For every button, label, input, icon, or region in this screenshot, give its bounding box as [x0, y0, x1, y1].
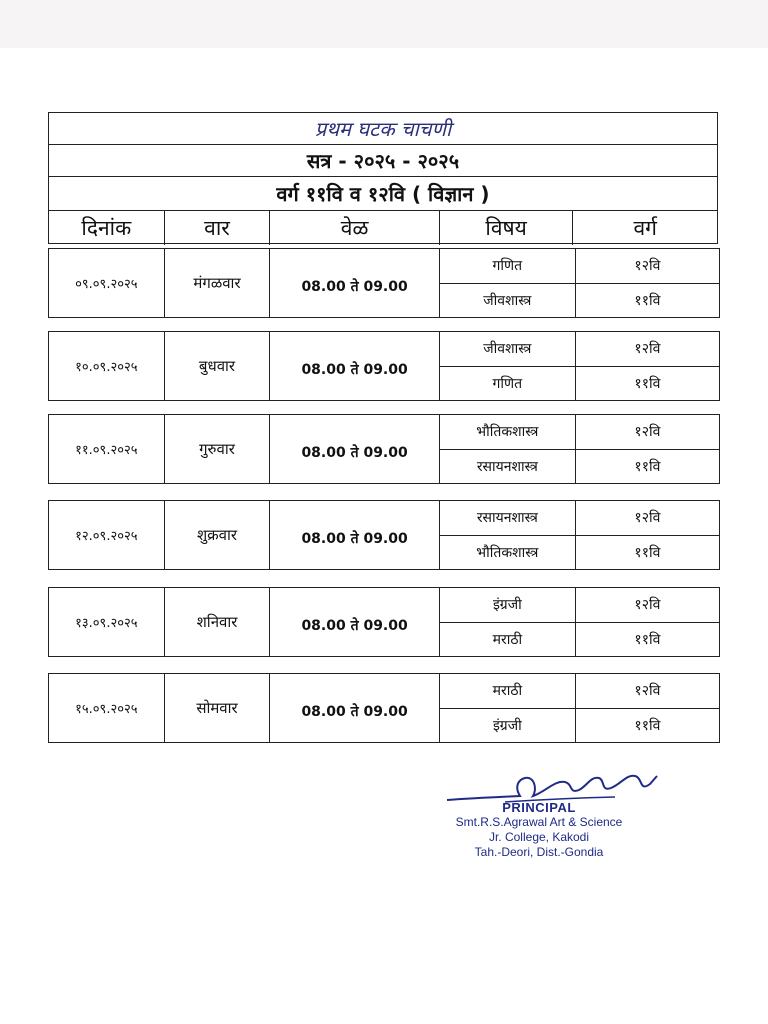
exam-day: गुरुवार — [165, 415, 271, 483]
exam-day: शुक्रवार — [165, 501, 271, 569]
stamp-line: Smt.R.S.Agrawal Art & Science — [455, 815, 623, 829]
schedule-block — [48, 500, 720, 570]
subject-name: रसायनशास्त्र — [440, 450, 576, 484]
subject-name: जीवशास्त्र — [440, 284, 576, 318]
column-headers — [49, 211, 717, 245]
exam-time: 08.00 ते 09.00 — [270, 674, 440, 742]
exam-title-row — [49, 113, 717, 145]
exam-date: ११.०९.२०२५ — [49, 415, 165, 483]
subject-rows — [440, 249, 719, 317]
exam-day: सोमवार — [165, 674, 271, 742]
subject-class: ११वि — [634, 292, 661, 309]
subject-name: मराठी — [440, 674, 576, 708]
subject-row — [440, 450, 719, 484]
stamp-line: Tah.-Deori, Dist.-Gondia — [474, 845, 604, 859]
col-date-header: दिनांक — [49, 211, 165, 245]
schedule-block — [48, 248, 720, 318]
exam-date: १३.०९.२०२५ — [49, 588, 165, 656]
schedule-block — [48, 414, 720, 484]
col-day-header: वार — [165, 211, 271, 245]
subject-name: इंग्रजी — [440, 709, 576, 743]
subject-class: ११वि — [634, 544, 661, 561]
exam-time: 08.00 ते 09.00 — [270, 501, 440, 569]
subject-class: ११वि — [634, 375, 661, 392]
exam-day: बुधवार — [165, 332, 271, 400]
subject-class: ११वि — [634, 458, 661, 475]
session-label: सत्र - २०२५ - २०२५ — [306, 149, 460, 173]
subject-class: १२वि — [634, 424, 661, 441]
exam-time: 08.00 ते 09.00 — [270, 588, 440, 656]
subject-name: मराठी — [440, 623, 576, 657]
subject-name: गणित — [440, 367, 576, 401]
subject-rows — [440, 415, 719, 483]
subject-row — [440, 588, 719, 623]
subject-class: ११वि — [634, 717, 661, 734]
subject-row — [440, 367, 719, 401]
subject-row — [440, 536, 719, 570]
schedule-block — [48, 673, 720, 743]
principal-signature — [445, 770, 660, 804]
subject-class: १२वि — [634, 683, 661, 700]
subject-name: भौतिकशास्त्र — [440, 536, 576, 570]
exam-date: १५.०९.२०२५ — [49, 674, 165, 742]
subject-name: इंग्रजी — [440, 588, 576, 622]
classes-row — [49, 177, 717, 211]
subject-class: ११वि — [634, 631, 661, 648]
subject-row — [440, 249, 719, 284]
timetable-header — [48, 112, 718, 244]
subject-rows — [440, 588, 719, 656]
exam-title: प्रथम घटक चाचणी — [314, 117, 452, 141]
exam-date: ०९.०९.२०२५ — [49, 249, 165, 317]
exam-time: 08.00 ते 09.00 — [270, 249, 440, 317]
subject-name: रसायनशास्त्र — [440, 501, 576, 535]
subject-class: १२वि — [634, 510, 661, 527]
col-subject-header: विषय — [440, 211, 574, 245]
col-class-header: वर्ग — [633, 216, 657, 240]
subject-row — [440, 709, 719, 743]
subject-row — [440, 332, 719, 367]
exam-day: शनिवार — [165, 588, 271, 656]
subject-row — [440, 415, 719, 450]
subject-row — [440, 501, 719, 536]
col-time-header: वेळ — [270, 211, 440, 245]
subject-rows — [440, 501, 719, 569]
subject-row — [440, 284, 719, 318]
subject-class: १२वि — [634, 597, 661, 614]
subject-class: १२वि — [634, 258, 661, 275]
stamp-title: PRINCIPAL — [502, 800, 576, 815]
stamp-line: Jr. College, Kakodi — [488, 830, 590, 844]
exam-date: १०.०९.२०२५ — [49, 332, 165, 400]
subject-name: गणित — [440, 249, 576, 283]
subject-name: जीवशास्त्र — [440, 332, 576, 366]
schedule-block — [48, 587, 720, 657]
subject-name: भौतिकशास्त्र — [440, 415, 576, 449]
subject-rows — [440, 332, 719, 400]
schedule-block — [48, 331, 720, 401]
exam-time: 08.00 ते 09.00 — [270, 332, 440, 400]
classes-label: वर्ग ११वि व १२वि ( विज्ञान ) — [276, 182, 490, 206]
subject-rows — [440, 674, 719, 742]
exam-time: 08.00 ते 09.00 — [270, 415, 440, 483]
subject-row — [440, 674, 719, 709]
session-row — [49, 145, 717, 177]
subject-class: १२वि — [634, 341, 661, 358]
subject-row — [440, 623, 719, 657]
exam-day: मंगळवार — [165, 249, 271, 317]
exam-date: १२.०९.२०२५ — [49, 501, 165, 569]
principal-stamp — [444, 800, 634, 860]
